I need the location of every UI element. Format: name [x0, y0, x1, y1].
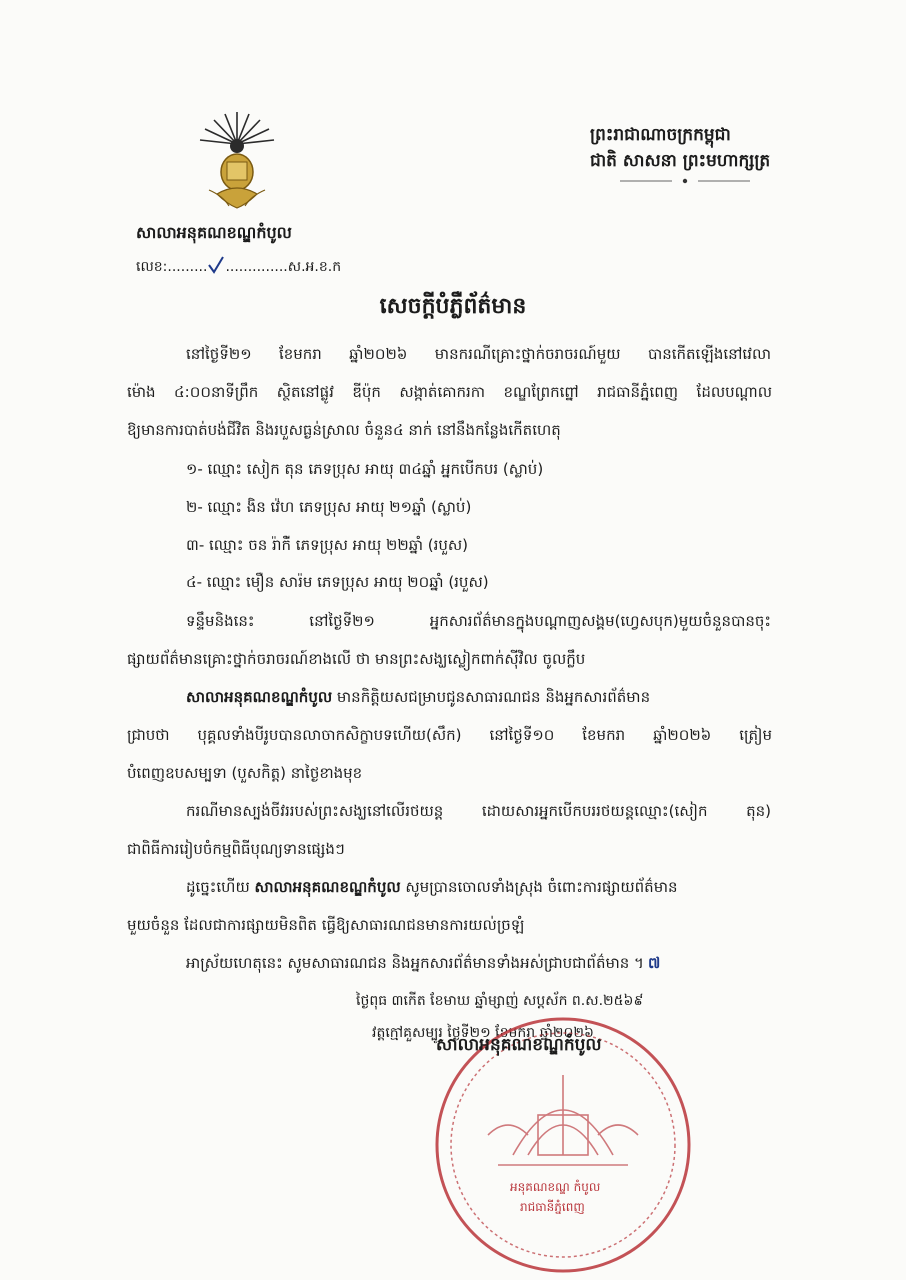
signature-office-name: សាលាអនុគណខណ្ឌកំបូល — [436, 1035, 602, 1055]
reference-number — [136, 253, 341, 278]
paragraph-5-line-1 — [186, 876, 678, 898]
handwritten-mark: ៧ — [647, 954, 661, 972]
office-name-inline-2: សាលាអនុគណខណ្ឌកំបូល — [254, 878, 401, 896]
paragraph-5-line-1-text: សូមប្រានចោលទាំងស្រុង ចំពោះការផ្សាយព័ត៌មាន — [400, 878, 678, 896]
paragraph-1-line-1: នៅថ្ងៃទី២១ ខែមករា ឆ្នាំ២០២៦ មានករណីគ្រោះថ្នាក់ចរាចរណ៍មួយ បានកើតឡើងនៅវេលា — [186, 345, 771, 363]
kingdom-line-1: ព្រះរាជាណាចក្រកម្ពុជា — [590, 125, 731, 145]
paragraph-1-line-3: ឱ្យមានការបាត់បង់ជីវិត និងរបួសធ្ងន់ស្រាល ចំនួន៤ នាក់ នៅនឹងកន្លែងកើតហេតុ — [127, 421, 561, 439]
solar-date: វត្តក្មៅគួសម្បូរ ថ្ងៃទី២១ ខែមករា ឆ្នាំ២០២៦ — [372, 1025, 594, 1041]
paragraph-5-line-2: មួយចំនួន ដែលជាការផ្សាយមិនពិត ធ្វើឱ្យសាធារណជនមានការយល់ច្រឡំ — [127, 916, 525, 934]
reference-dots-right: .............. — [225, 259, 288, 275]
reference-label: លេខ: — [136, 259, 168, 275]
lunar-date: ថ្ងៃពុធ ៣កើត ខែមាឃ ឆ្នាំម្សាញ់ សប្តស័ក ព.ស.២៥៦៩ — [356, 993, 644, 1009]
paragraph-3-line-1 — [186, 686, 650, 708]
paragraph-4-line-1: ករណីមានស្បង់ចីវររបស់ព្រះសង្ឃនៅលើរថយន្ត ដោយសារអ្នកបើកបររថយន្តឈ្មោះ(សៀក តុន) — [186, 802, 771, 820]
victim-item-4: ៤- ឈ្មោះ មឿន សារ៉ម ភេទប្រុស អាយុ ២០ឆ្នាំ (របួស) — [186, 573, 489, 591]
victim-item-2: ២- ឈ្មោះ ងិន វ៉េហ ភេទប្រុស អាយុ ២១ឆ្នាំ (ស្លាប់) — [186, 498, 472, 516]
office-name-inline: សាលាអនុគណខណ្ឌកំបូល — [186, 688, 333, 706]
paragraph-1-line-2: ម៉ោង ៤:០០នាទីព្រឹក ស្ថិតនៅផ្លូវ ឌីប៉ុក សង្កាត់គោករកា ខណ្ឌព្រែកព្នៅ រាជធានីភ្នំពេញ ដែលបណ្តាល — [127, 383, 772, 401]
reference-dots-left: ......... — [167, 259, 208, 275]
paragraph-2-line-1: ទន្ទឹមនិងនេះ នៅថ្ងៃទី២១ អ្នកសារព័ត៌មានក្នុងបណ្តាញសង្គម(ហ្វេសបុក)មួយចំនួនបានចុះ — [186, 612, 771, 630]
victim-item-1: ១- ឈ្មោះ សៀក តុន ភេទប្រុស អាយុ ៣៤ឆ្នាំ អ្នកបើកបរ (ស្លាប់) — [186, 460, 544, 478]
kingdom-header — [590, 122, 770, 174]
header-divider-ornament — [620, 178, 750, 184]
kingdom-line-2: ជាតិ សាសនា ព្រះមហាក្សត្រ — [590, 151, 771, 171]
victim-item-3: ៣- ឈ្មោះ ចន រ៉ាក់ី ភេទប្រុស អាយុ ២២ឆ្នាំ (របួស) — [186, 536, 469, 554]
paragraph-5-start: ដូច្នេះហើយ — [186, 878, 255, 896]
paragraph-2-line-2: ផ្សាយព័ត៌មានគ្រោះថ្នាក់ចរាចរណ៍ខាងលើ ថា មានព្រះសង្ឃស្លៀកពាក់ស៊ីវិល ចូលក្លឹប — [127, 650, 586, 668]
seal-text-2: រាជធានីភ្នំពេញ — [520, 1200, 585, 1214]
paragraph-6 — [186, 952, 660, 974]
paragraph-3-line-2: ជ្រាបថា បុគ្គលទាំងបីរូបបានលាចាកសិក្ខាបទហើយ(សឹក) នៅថ្ងៃទី១០ ខែមករា ឆ្នាំ២០២៦ ត្រៀម — [127, 726, 772, 744]
paragraph-6-text: អាស្រ័យហេតុនេះ សូមសាធារណជន និងអ្នកសារព័ត៌មានទាំងអស់ជ្រាបជាព័ត៌មាន ។ — [186, 954, 644, 972]
paragraph-3-line-1-text: មានកិត្តិយសជម្រាបជូនសាធារណជន និងអ្នកសារព័ត៌មាន — [332, 688, 651, 706]
handwritten-checkmark-icon — [207, 256, 225, 272]
document-title: សេចក្តីបំភ្លឺព័ត៌មាន — [379, 294, 527, 319]
issuing-office-name: សាលាអនុគណខណ្ឌកំបូល — [136, 223, 292, 242]
seal-text-1: អនុគណខណ្ឌ កំបូល — [510, 1180, 601, 1194]
reference-suffix: ស.អ.ខ.ក — [287, 259, 342, 275]
organization-emblem-icon — [195, 108, 279, 216]
paragraph-3-line-3: បំពេញឧបសម្បទា (បួសកិត្ត) នាថ្ងៃខាងមុខ — [127, 764, 363, 782]
paragraph-4-line-2: ជាពិធីការរៀបចំកម្មពិធីបុណ្យទានផ្សេងៗ — [127, 840, 345, 858]
